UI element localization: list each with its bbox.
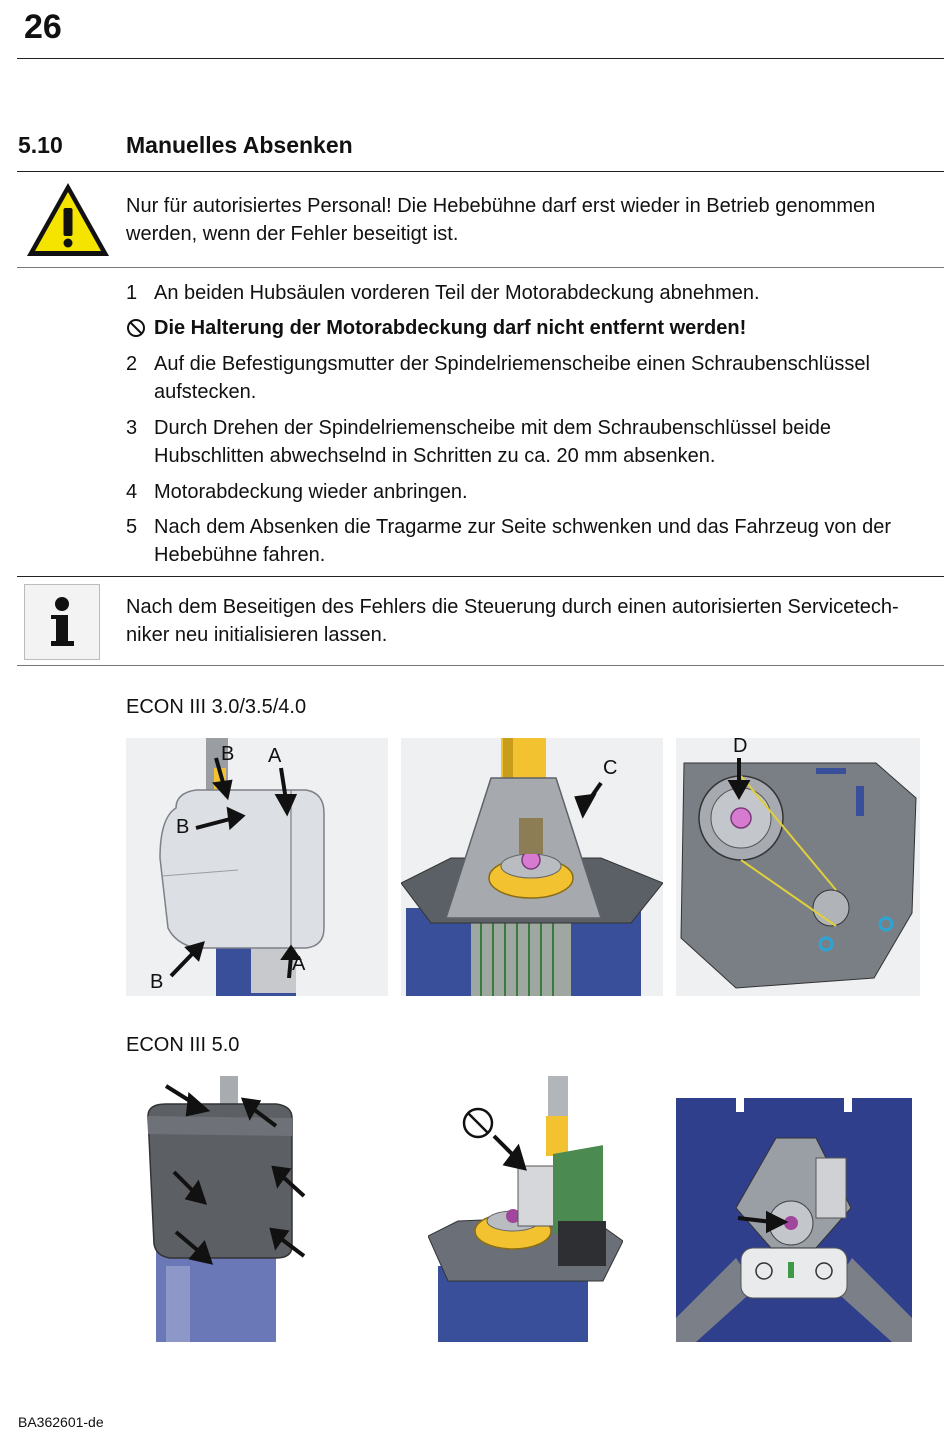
label-c: C xyxy=(603,757,618,779)
step-text: Durch Drehen der Spindelriemenscheibe mit dem Schraubenschlüssel beide Hubschlitten abwechselnd in Schritten zu ca. 20 mm absenken. xyxy=(154,417,832,467)
section-title: Manuelles Absenken xyxy=(126,132,353,158)
label-b-bottom: B xyxy=(150,971,164,993)
step-number: 4 xyxy=(126,481,138,503)
step-text: Nach dem Absenken die Tragarme zur Seite schwenken und das Fahrzeug von der Hebebühne fahren. xyxy=(154,516,892,566)
info-rule xyxy=(17,665,944,666)
figure-caption-econ-5: ECON III 5.0 xyxy=(126,1034,240,1056)
document-code: BA362601-de xyxy=(18,1414,104,1430)
step-2 xyxy=(126,350,926,406)
figure-bracket-prohibited xyxy=(428,1076,623,1342)
warning-text: Nur für autorisiertes Personal! Die Hebebühne darf erst wieder in Betrieb genommen werden, wenn der Fehler beseitigt ist. xyxy=(126,195,876,245)
info-icon xyxy=(24,584,100,660)
step-text: Die Halterung der Motorabdeckung darf nicht entfernt werden! xyxy=(154,317,747,339)
page-number: 26 xyxy=(24,8,62,46)
prohibition-icon xyxy=(126,314,146,346)
label-a-bottom: A xyxy=(292,953,306,975)
step-text: An beiden Hubsäulen vorderen Teil der Motorabdeckung abnehmen. xyxy=(154,282,760,304)
warning-triangle-icon xyxy=(24,180,112,260)
label-b-top: B xyxy=(221,743,235,765)
section-number: 5.10 xyxy=(18,132,63,158)
figure-cover-bracket xyxy=(401,738,663,996)
figure-motor-cover xyxy=(126,738,388,996)
figure-motor-cover-5 xyxy=(126,1076,388,1342)
step-number: 1 xyxy=(126,282,138,304)
step-text: Motorabdeckung wieder anbringen. xyxy=(154,481,468,503)
step-1 xyxy=(126,279,926,307)
step-text: Auf die Befestigungsmutter der Spindelriemenscheibe einen Schraubenschlüssel aufstecken. xyxy=(154,353,870,403)
step-3 xyxy=(126,414,926,470)
step-prohibition-note xyxy=(126,314,926,342)
label-d: D xyxy=(733,738,748,757)
step-5 xyxy=(126,513,926,569)
section-rule xyxy=(17,171,944,172)
figure-spindle-pulley xyxy=(676,738,920,996)
info-text: Nach dem Beseitigen des Fehlers die Steuerung durch einen autorisierten Servicetech-niker neu initialisieren lassen. xyxy=(126,596,899,646)
figure-top-view-5 xyxy=(676,1098,912,1342)
label-a-top: A xyxy=(268,745,282,767)
label-b-left: B xyxy=(176,816,190,838)
step-4 xyxy=(126,478,926,506)
step-number: 3 xyxy=(126,417,138,439)
steps-rule xyxy=(17,576,944,577)
step-number: 2 xyxy=(126,353,138,375)
warning-rule xyxy=(17,267,944,268)
step-number: 5 xyxy=(126,516,138,538)
header-rule xyxy=(17,58,944,59)
figure-caption-econ-3: ECON III 3.0/3.5/4.0 xyxy=(126,696,307,718)
